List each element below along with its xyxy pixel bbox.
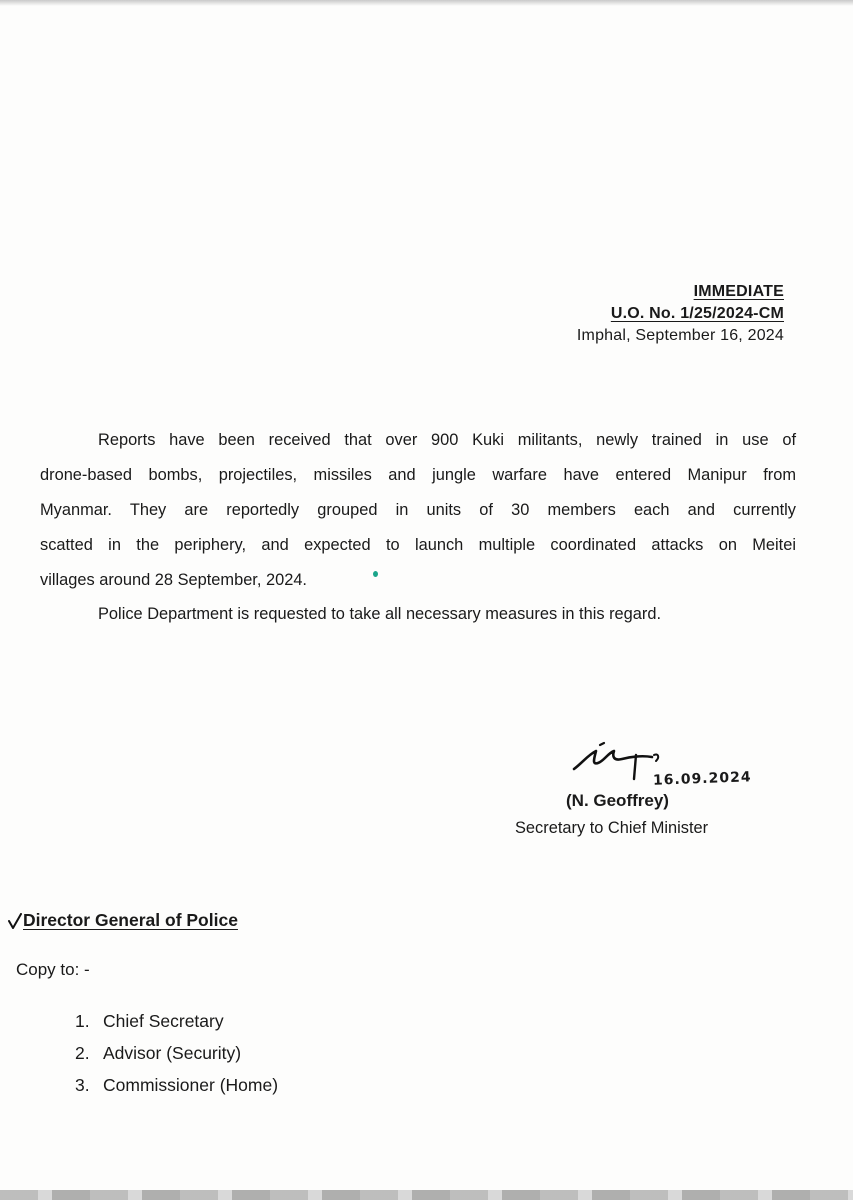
addressee xyxy=(8,910,238,931)
list-item xyxy=(75,1069,278,1101)
paragraph-line: Reports have been received that over 900 Kuki militants, newly trained in use of xyxy=(98,431,796,449)
list-item-text: Advisor (Security) xyxy=(103,1043,242,1063)
copy-to-label: Copy to: - xyxy=(16,960,90,979)
list-item-number: 1. xyxy=(75,1011,90,1031)
priority-label: IMMEDIATE xyxy=(693,283,784,300)
body-paragraph-2: Police Department is requested to take all necessary measures in this regard. xyxy=(98,605,662,623)
paragraph-line: villages around 28 September, 2024. xyxy=(40,571,307,589)
handwritten-signature xyxy=(570,741,665,783)
list-item xyxy=(75,1037,278,1069)
list-item-number: 3. xyxy=(75,1075,90,1095)
addressee-text: Director General of Police xyxy=(23,910,238,930)
signature-date: 16.09.2024 xyxy=(652,769,752,789)
paragraph-line: scatted in the periphery, and expected to launch multiple coordinated attacks on Meitei xyxy=(40,536,796,554)
signatory-designation: Secretary to Chief Minister xyxy=(515,819,709,837)
list-item-text: Chief Secretary xyxy=(103,1011,224,1031)
paragraph-line: Myanmar. They are reportedly grouped in units of 30 members each and currently xyxy=(40,501,796,519)
reference-number: U.O. No. 1/25/2024-CM xyxy=(610,305,784,322)
body-paragraph-1 xyxy=(40,423,796,598)
place-date: Imphal, September 16, 2024 xyxy=(576,327,784,344)
ink-dot-mark xyxy=(373,571,378,577)
paragraph-line: drone-based bombs, projectiles, missiles and jungle warfare have entered Manipur from xyxy=(40,466,796,484)
list-item-number: 2. xyxy=(75,1043,90,1063)
check-mark-icon xyxy=(8,913,22,929)
letter-header xyxy=(577,281,784,347)
list-item-text: Commissioner (Home) xyxy=(103,1075,279,1095)
scan-bottom-edge xyxy=(0,1190,853,1200)
signatory-name: (N. Geoffrey) xyxy=(566,791,669,810)
list-item xyxy=(75,1005,278,1037)
scan-top-edge xyxy=(0,0,853,6)
copy-to-list xyxy=(75,1005,278,1101)
signature-block xyxy=(515,735,775,845)
